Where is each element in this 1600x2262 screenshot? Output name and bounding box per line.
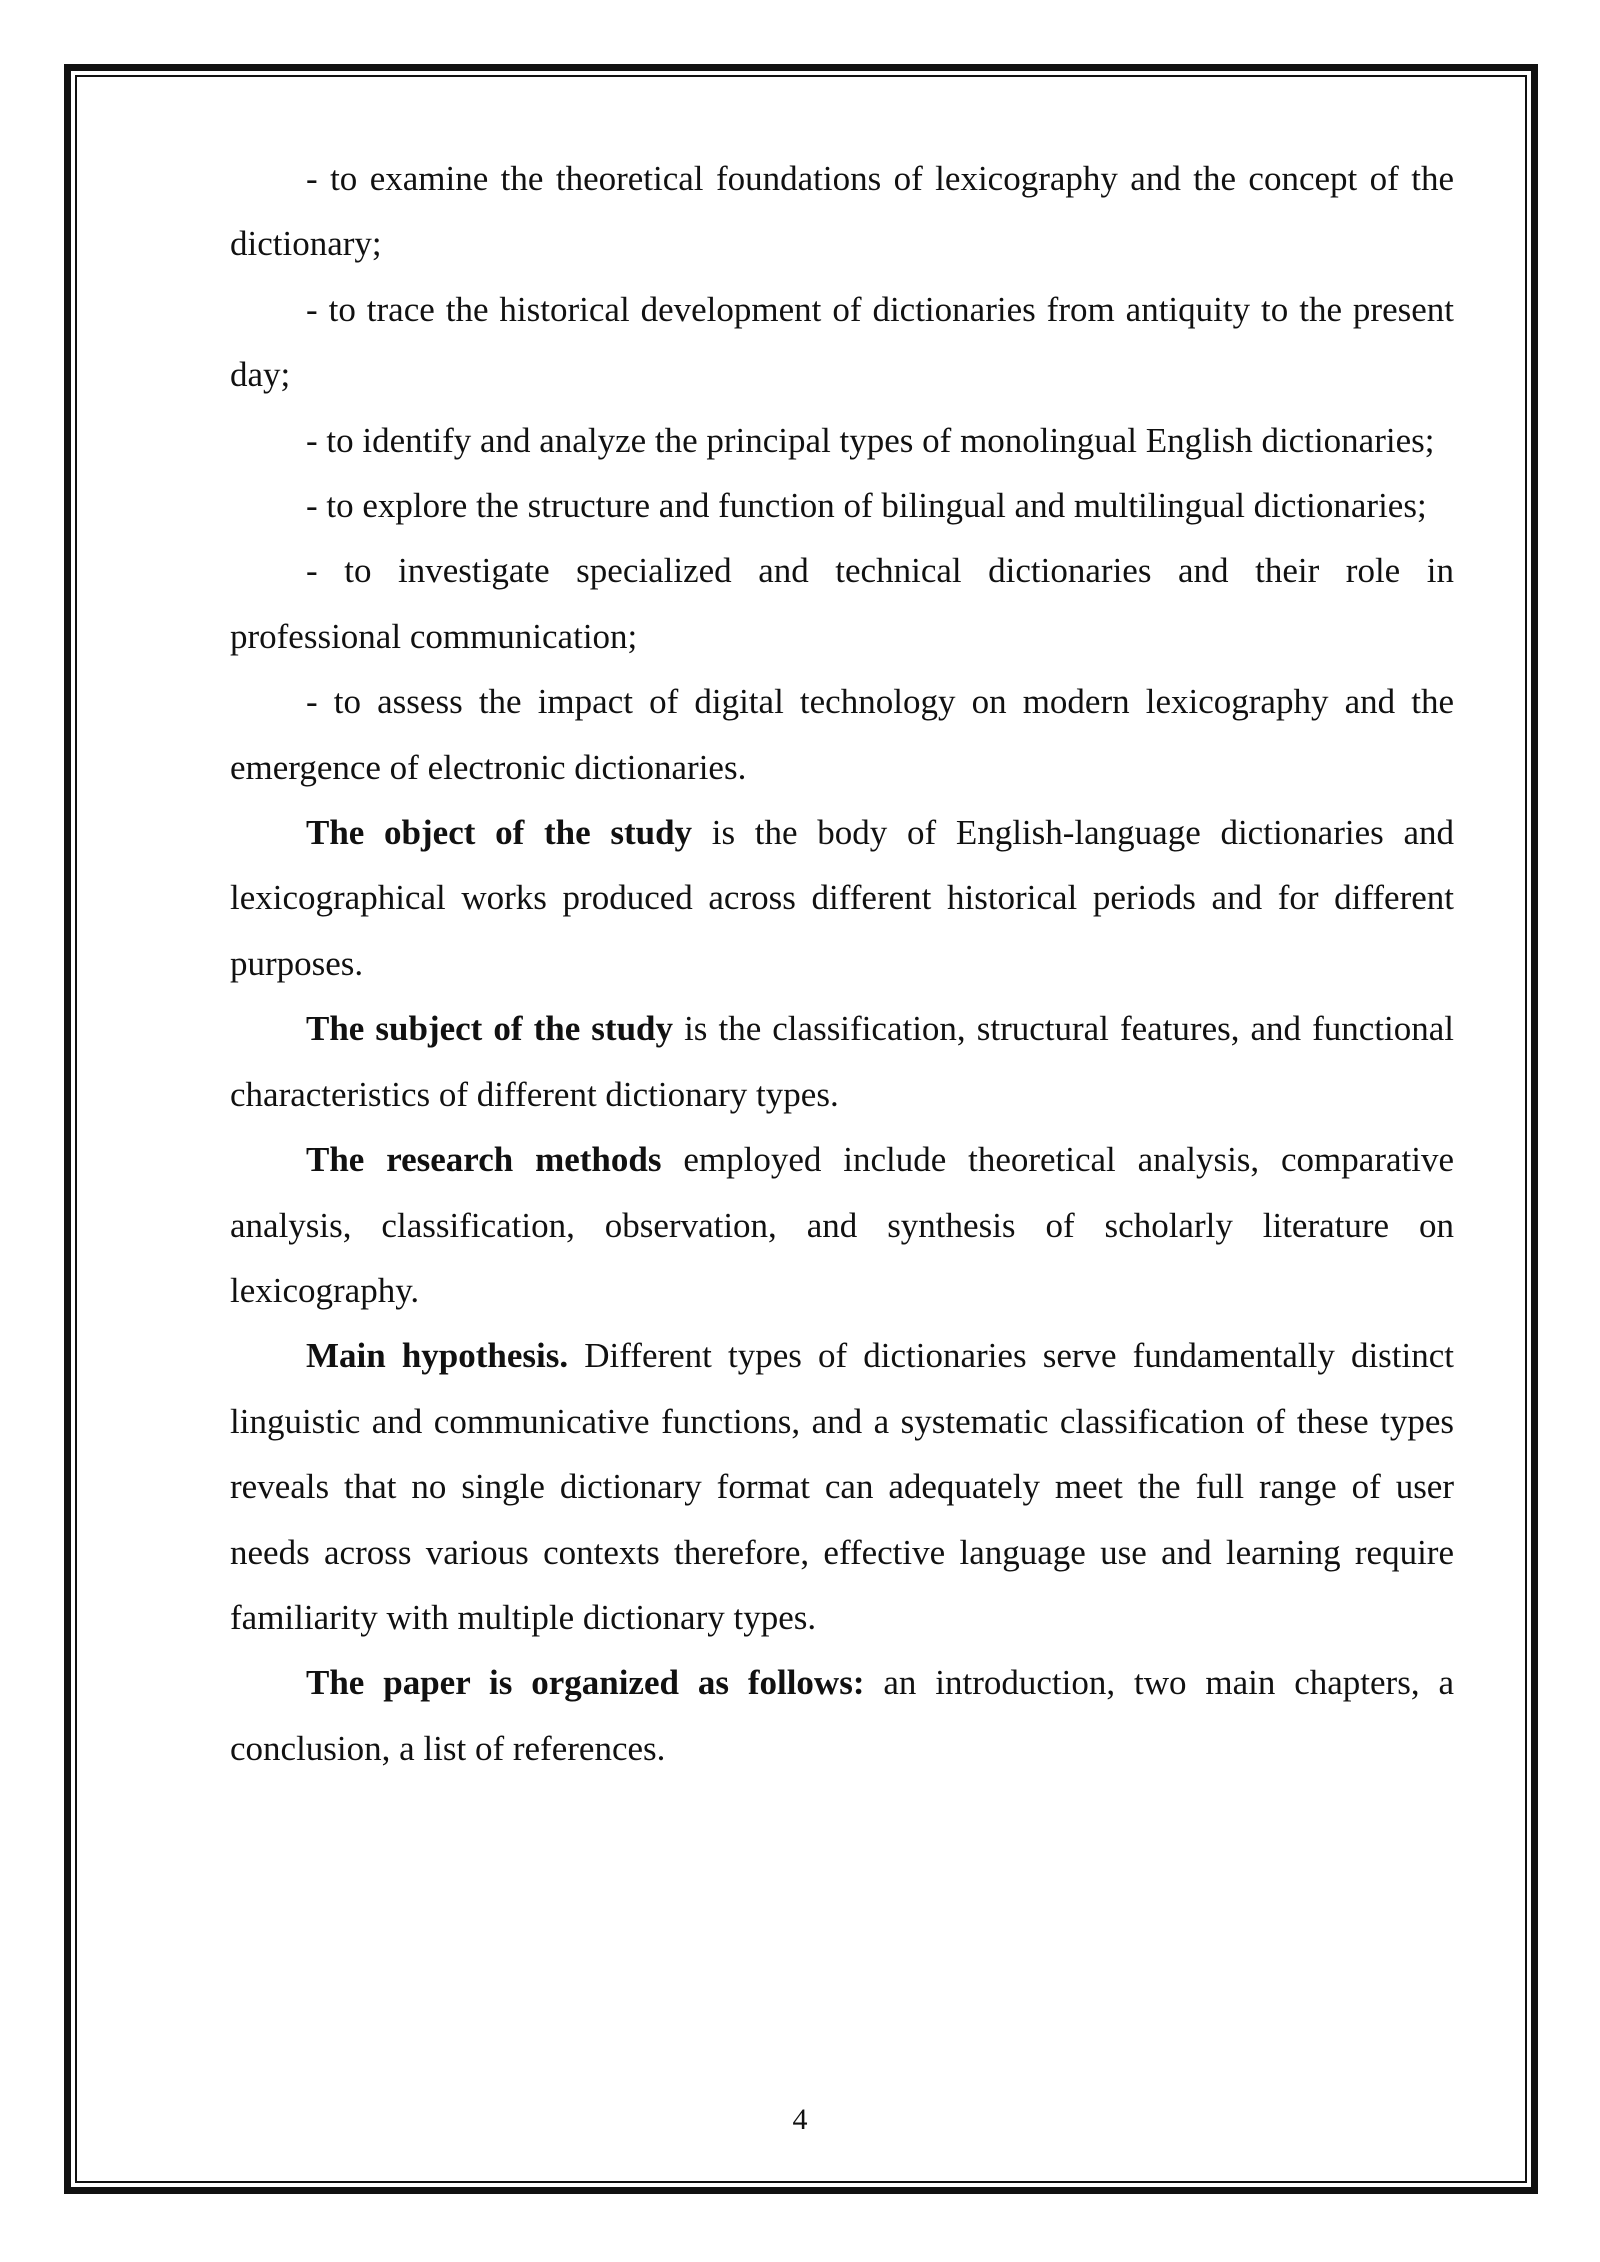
task-item-digital-technology [230,669,1454,800]
page-number: 4 [792,2103,808,2136]
task-item-monolingual-dictionaries [230,408,1454,473]
task-item-theoretical-foundations [230,146,1454,277]
task-item-historical-development [230,277,1454,408]
paragraph-text: - to investigate specialized and technical dictionaries and their role in professional communication; [230,551,1454,656]
paragraph-text: an introduction, two main chapters, a conclusion, a list of references. [230,1663,1454,1768]
paragraph-lead: Main hypothesis. [306,1336,569,1376]
paragraph-lead: The object of the study [306,813,693,853]
paragraph-text: is the body of English-language dictionaries and lexicographical works produced across different historical periods and for different purposes. [230,813,1454,983]
paragraph-text: - to examine the theoretical foundations of lexicography and the concept of the dictionary; [230,159,1454,264]
paragraph-lead: The paper is organized as follows: [306,1663,865,1703]
object-of-study-paragraph [230,800,1454,996]
task-item-bilingual-dictionaries [230,473,1454,538]
research-methods-paragraph [230,1127,1454,1323]
paragraph-text: - to assess the impact of digital technology on modern lexicography and the emergence of electronic dictionaries. [230,682,1454,787]
task-item-specialized-dictionaries [230,538,1454,669]
subject-of-study-paragraph [230,996,1454,1127]
paper-organization-paragraph [230,1650,1454,1781]
paragraph-text: employed include theoretical analysis, comparative analysis, classification, observation, and synthesis of scholarly literature on lexicography. [230,1140,1454,1310]
page-content [230,146,1454,1781]
paragraph-lead: The subject of the study [306,1009,674,1049]
paragraph-text: - to identify and analyze the principal types of monolingual English dictionaries; [306,420,1435,460]
main-hypothesis-paragraph [230,1323,1454,1650]
paragraph-text: Different types of dictionaries serve fundamentally distinct linguistic and communicative functions, and a systematic classification of these types reveals that no single dictionary format can adequately meet the full range of user needs across various contexts therefore, effective language use and learning require familiarity with multiple dictionary types. [230,1336,1454,1637]
paragraph-text: is the classification, structural features, and functional characteristics of different dictionary types. [230,1009,1455,1114]
paragraph-lead: The research methods [306,1140,662,1180]
paragraph-text: - to trace the historical development of dictionaries from antiquity to the present day; [230,289,1454,395]
paragraph-text: - to explore the structure and function of bilingual and multilingual dictionaries; [306,486,1427,526]
